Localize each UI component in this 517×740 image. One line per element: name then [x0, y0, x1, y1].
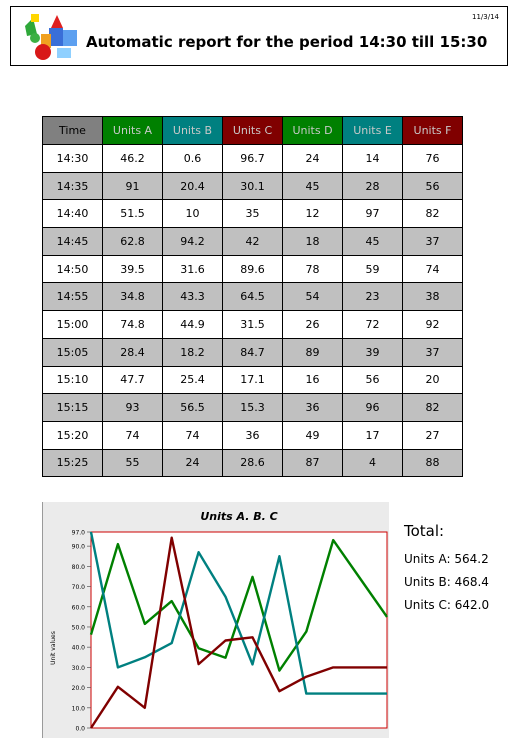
table-row [43, 421, 463, 449]
y-tick-label: 60.0 [71, 604, 85, 612]
y-tick-label: 10.0 [71, 705, 85, 713]
value-cell: 64.5 [223, 283, 283, 311]
value-cell: 94.2 [163, 228, 223, 256]
value-cell: 45 [283, 172, 343, 200]
value-cell: 84.7 [223, 338, 283, 366]
report-header [10, 6, 508, 66]
value-cell: 28.6 [223, 449, 283, 477]
value-cell: 74 [163, 421, 223, 449]
value-cell: 43.3 [163, 283, 223, 311]
value-cell: 49 [283, 421, 343, 449]
y-axis-label: Unit values [50, 631, 57, 665]
value-cell: 42 [223, 228, 283, 256]
value-cell: 87 [283, 449, 343, 477]
value-cell: 76 [403, 145, 463, 173]
value-cell: 62.8 [103, 228, 163, 256]
table-header-row [43, 117, 463, 145]
value-cell: 44.9 [163, 311, 223, 339]
value-cell: 54 [283, 283, 343, 311]
y-tick-label: 97.0 [71, 529, 85, 537]
column-header-units-b: Units B [163, 117, 223, 145]
y-tick-label: 90.0 [71, 543, 85, 551]
value-cell: 96 [343, 394, 403, 422]
value-cell: 31.6 [163, 255, 223, 283]
value-cell: 93 [103, 394, 163, 422]
time-cell: 14:50 [43, 255, 103, 283]
value-cell: 12 [283, 200, 343, 228]
table-row [43, 449, 463, 477]
time-cell: 14:45 [43, 228, 103, 256]
value-cell: 25.4 [163, 366, 223, 394]
value-cell: 15.3 [223, 394, 283, 422]
value-cell: 89.6 [223, 255, 283, 283]
value-cell: 74 [403, 255, 463, 283]
value-cell: 37 [403, 228, 463, 256]
value-cell: 34.8 [103, 283, 163, 311]
total-units-c: Units C: 642.0 [404, 598, 490, 612]
table-row [43, 338, 463, 366]
units-abc-chart [42, 502, 389, 738]
table-row [43, 255, 463, 283]
table-row [43, 394, 463, 422]
y-tick-label: 30.0 [71, 664, 85, 672]
value-cell: 36 [283, 394, 343, 422]
value-cell: 51.5 [103, 200, 163, 228]
chart-title: Units A. B. C [200, 510, 278, 523]
value-cell: 23 [343, 283, 403, 311]
time-cell: 15:05 [43, 338, 103, 366]
time-cell: 14:40 [43, 200, 103, 228]
table-row [43, 172, 463, 200]
value-cell: 82 [403, 200, 463, 228]
chart-canvas [43, 502, 389, 738]
value-cell: 18 [283, 228, 343, 256]
y-tick-label: 40.0 [71, 644, 85, 652]
value-cell: 0.6 [163, 145, 223, 173]
value-cell: 55 [103, 449, 163, 477]
y-tick-label: 20.0 [71, 685, 85, 693]
y-tick-label: 80.0 [71, 563, 85, 571]
column-header-time: Time [43, 117, 103, 145]
value-cell: 91 [103, 172, 163, 200]
total-units-b: Units B: 468.4 [404, 575, 489, 589]
value-cell: 24 [163, 449, 223, 477]
table-row [43, 366, 463, 394]
totals-title: Total: [404, 522, 445, 540]
column-header-units-a: Units A [103, 117, 163, 145]
value-cell: 74 [103, 421, 163, 449]
value-cell: 26 [283, 311, 343, 339]
value-cell: 96.7 [223, 145, 283, 173]
time-cell: 14:30 [43, 145, 103, 173]
value-cell: 88 [403, 449, 463, 477]
column-header-units-e: Units E [343, 117, 403, 145]
value-cell: 20 [403, 366, 463, 394]
value-cell: 56 [403, 172, 463, 200]
value-cell: 35 [223, 200, 283, 228]
value-cell: 56 [343, 366, 403, 394]
time-cell: 15:15 [43, 394, 103, 422]
value-cell: 39.5 [103, 255, 163, 283]
value-cell: 36 [223, 421, 283, 449]
value-cell: 10 [163, 200, 223, 228]
total-units-a: Units A: 564.2 [404, 552, 489, 566]
value-cell: 14 [343, 145, 403, 173]
time-cell: 15:25 [43, 449, 103, 477]
value-cell: 82 [403, 394, 463, 422]
value-cell: 47.7 [103, 366, 163, 394]
value-cell: 59 [343, 255, 403, 283]
report-date: 11/3/14 [472, 13, 499, 21]
value-cell: 39 [343, 338, 403, 366]
column-header-units-d: Units D [283, 117, 343, 145]
column-header-units-f: Units F [403, 117, 463, 145]
column-header-units-c: Units C [223, 117, 283, 145]
value-cell: 16 [283, 366, 343, 394]
time-cell: 15:00 [43, 311, 103, 339]
totals-panel [404, 522, 489, 621]
value-cell: 27 [403, 421, 463, 449]
value-cell: 97 [343, 200, 403, 228]
time-cell: 15:20 [43, 421, 103, 449]
value-cell: 17 [343, 421, 403, 449]
table-row [43, 228, 463, 256]
table-row [43, 200, 463, 228]
units-data-table [42, 116, 463, 477]
table-row [43, 145, 463, 173]
value-cell: 20.4 [163, 172, 223, 200]
value-cell: 28.4 [103, 338, 163, 366]
y-tick-label: 50.0 [71, 624, 85, 632]
value-cell: 31.5 [223, 311, 283, 339]
value-cell: 18.2 [163, 338, 223, 366]
table-row [43, 283, 463, 311]
value-cell: 78 [283, 255, 343, 283]
value-cell: 30.1 [223, 172, 283, 200]
building-blocks-logo-icon [21, 12, 83, 62]
value-cell: 56.5 [163, 394, 223, 422]
value-cell: 89 [283, 338, 343, 366]
value-cell: 37 [403, 338, 463, 366]
time-cell: 14:55 [43, 283, 103, 311]
value-cell: 92 [403, 311, 463, 339]
value-cell: 38 [403, 283, 463, 311]
value-cell: 17.1 [223, 366, 283, 394]
value-cell: 46.2 [103, 145, 163, 173]
value-cell: 4 [343, 449, 403, 477]
value-cell: 45 [343, 228, 403, 256]
value-cell: 28 [343, 172, 403, 200]
value-cell: 24 [283, 145, 343, 173]
y-tick-label: 0.0 [75, 725, 85, 733]
value-cell: 72 [343, 311, 403, 339]
time-cell: 15:10 [43, 366, 103, 394]
table-row [43, 311, 463, 339]
time-cell: 14:35 [43, 172, 103, 200]
y-tick-label: 70.0 [71, 584, 85, 592]
value-cell: 74.8 [103, 311, 163, 339]
report-title: Automatic report for the period 14:30 till 15:30 [86, 33, 488, 51]
